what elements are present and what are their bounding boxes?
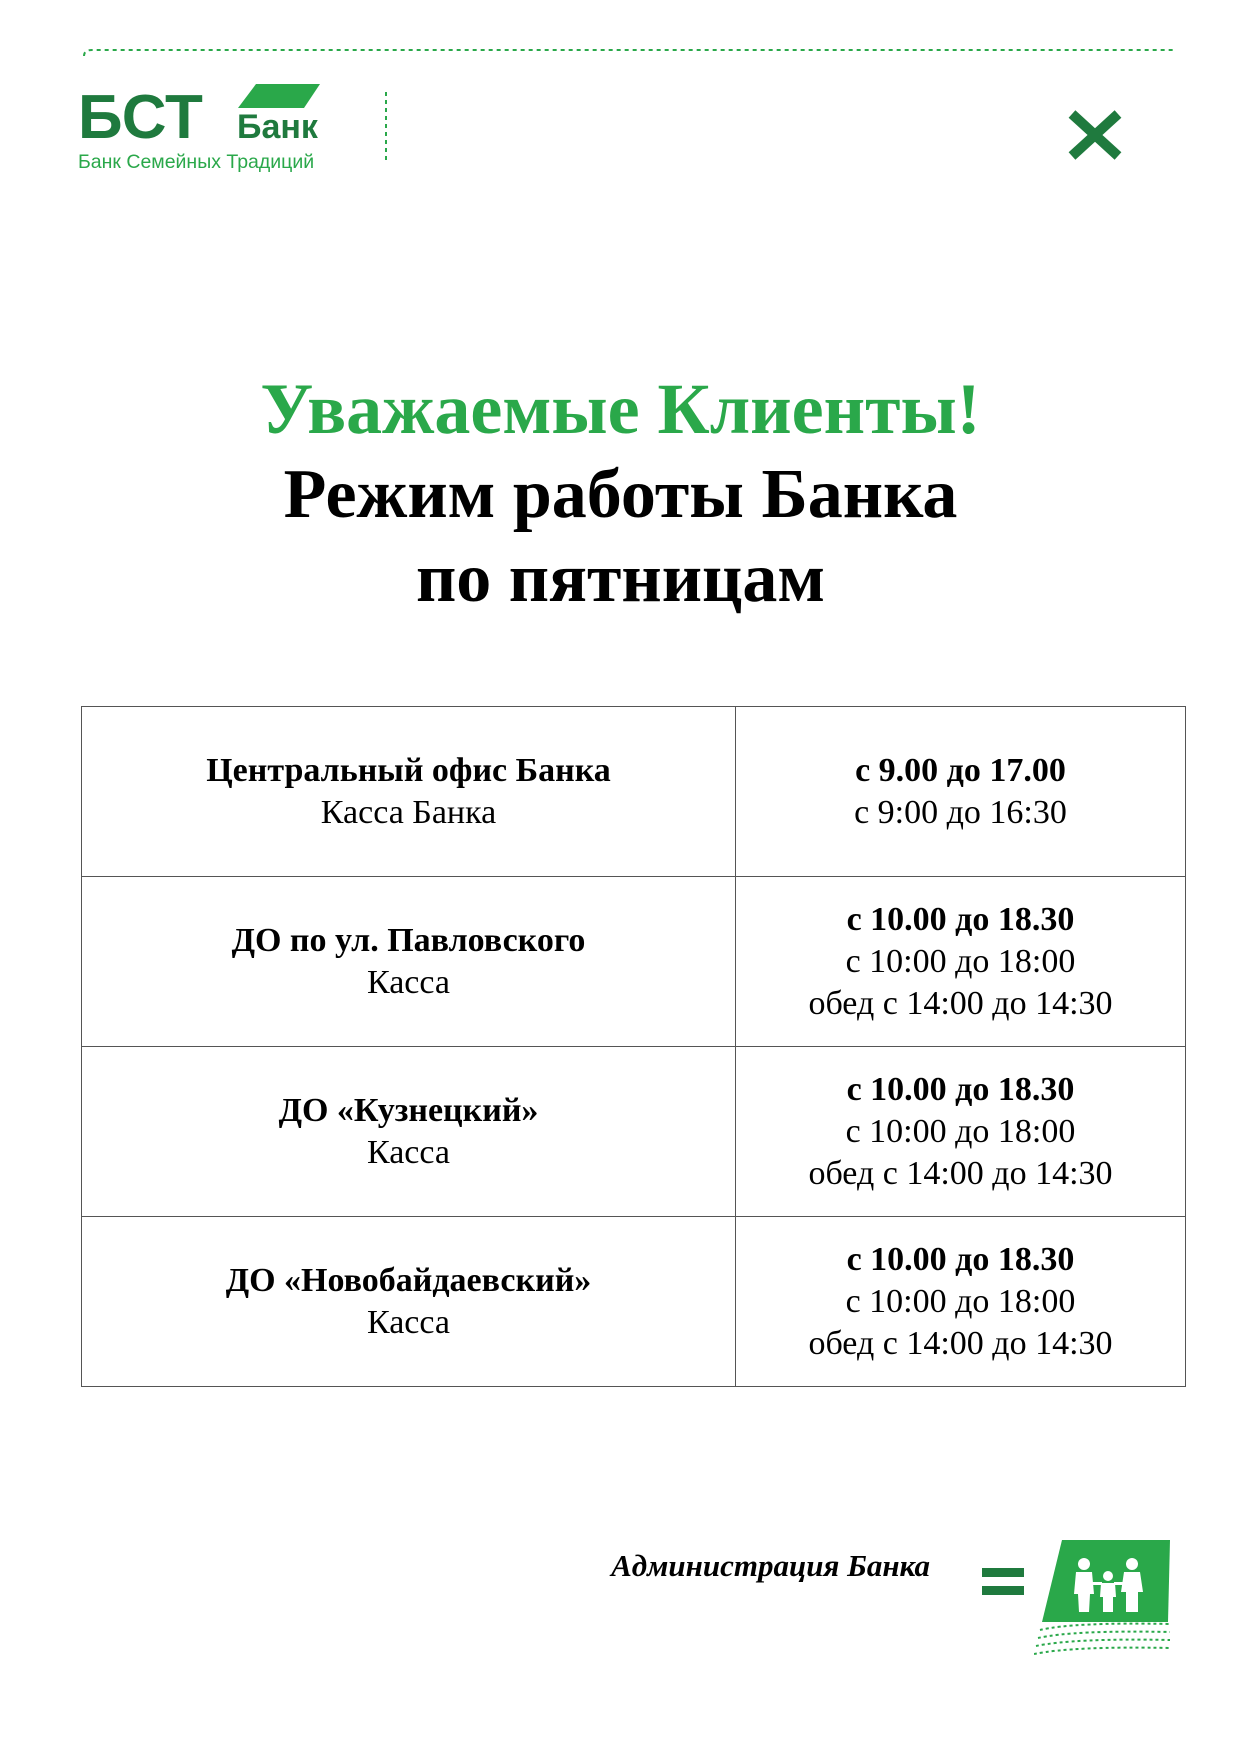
logo-sub: Банк	[237, 108, 318, 146]
office-sub: Касса	[366, 1303, 450, 1341]
bank-logo	[78, 82, 338, 174]
logo-divider	[384, 92, 388, 164]
cash-hours: с 10:00 до 18:00	[845, 942, 1076, 980]
greeting: Уважаемые Клиенты!	[260, 369, 981, 449]
close-icon[interactable]	[1066, 108, 1124, 162]
office-hours: с 10.00 до 18.30	[846, 900, 1075, 938]
office-sub: Касса Банка	[320, 793, 497, 831]
signature: Администрация Банка	[611, 1548, 930, 1583]
table-row	[82, 707, 1186, 877]
office-name: ДО «Кузнецкий»	[278, 1091, 539, 1129]
hours-cell	[736, 707, 1186, 877]
schedule-table	[81, 706, 1186, 1387]
cash-hours: с 10:00 до 18:00	[845, 1112, 1076, 1150]
equals-icon	[982, 1568, 1024, 1596]
office-hours: с 10.00 до 18.30	[846, 1070, 1075, 1108]
cash-hours: с 9:00 до 16:30	[854, 793, 1067, 831]
logo-text: БСТ	[78, 83, 203, 152]
office-name: Центральный офис Банка	[206, 751, 611, 789]
lunch-hours: обед с 14:00 до 14:30	[808, 984, 1113, 1022]
family-icon	[1034, 1536, 1174, 1660]
office-cell	[82, 877, 736, 1047]
hours-cell	[736, 1047, 1186, 1217]
office-cell	[82, 1047, 736, 1217]
lunch-hours: обед с 14:00 до 14:30	[808, 1154, 1113, 1192]
office-name: ДО «Новобайдаевский»	[225, 1261, 592, 1299]
cash-hours: с 10:00 до 18:00	[845, 1282, 1076, 1320]
hours-cell	[736, 1217, 1186, 1387]
table-row	[82, 1047, 1186, 1217]
logo-tagline: Банк Семейных Традиций	[78, 151, 315, 173]
office-name: ДО по ул. Павловского	[231, 921, 586, 959]
page-title: Режим работы Банка	[283, 456, 958, 533]
office-sub: Касса	[366, 1133, 450, 1171]
office-hours: с 10.00 до 18.30	[846, 1240, 1075, 1278]
lunch-hours: обед с 14:00 до 14:30	[808, 1324, 1113, 1362]
page-subtitle: по пятницам	[415, 540, 826, 617]
hours-cell	[736, 877, 1186, 1047]
table-row	[82, 877, 1186, 1047]
top-dotted-line	[80, 46, 1180, 58]
office-sub: Касса	[366, 963, 450, 1001]
office-cell	[82, 707, 736, 877]
office-cell	[82, 1217, 736, 1387]
page-heading	[0, 365, 1241, 621]
office-hours: с 9.00 до 17.00	[855, 751, 1066, 789]
table-row	[82, 1217, 1186, 1387]
